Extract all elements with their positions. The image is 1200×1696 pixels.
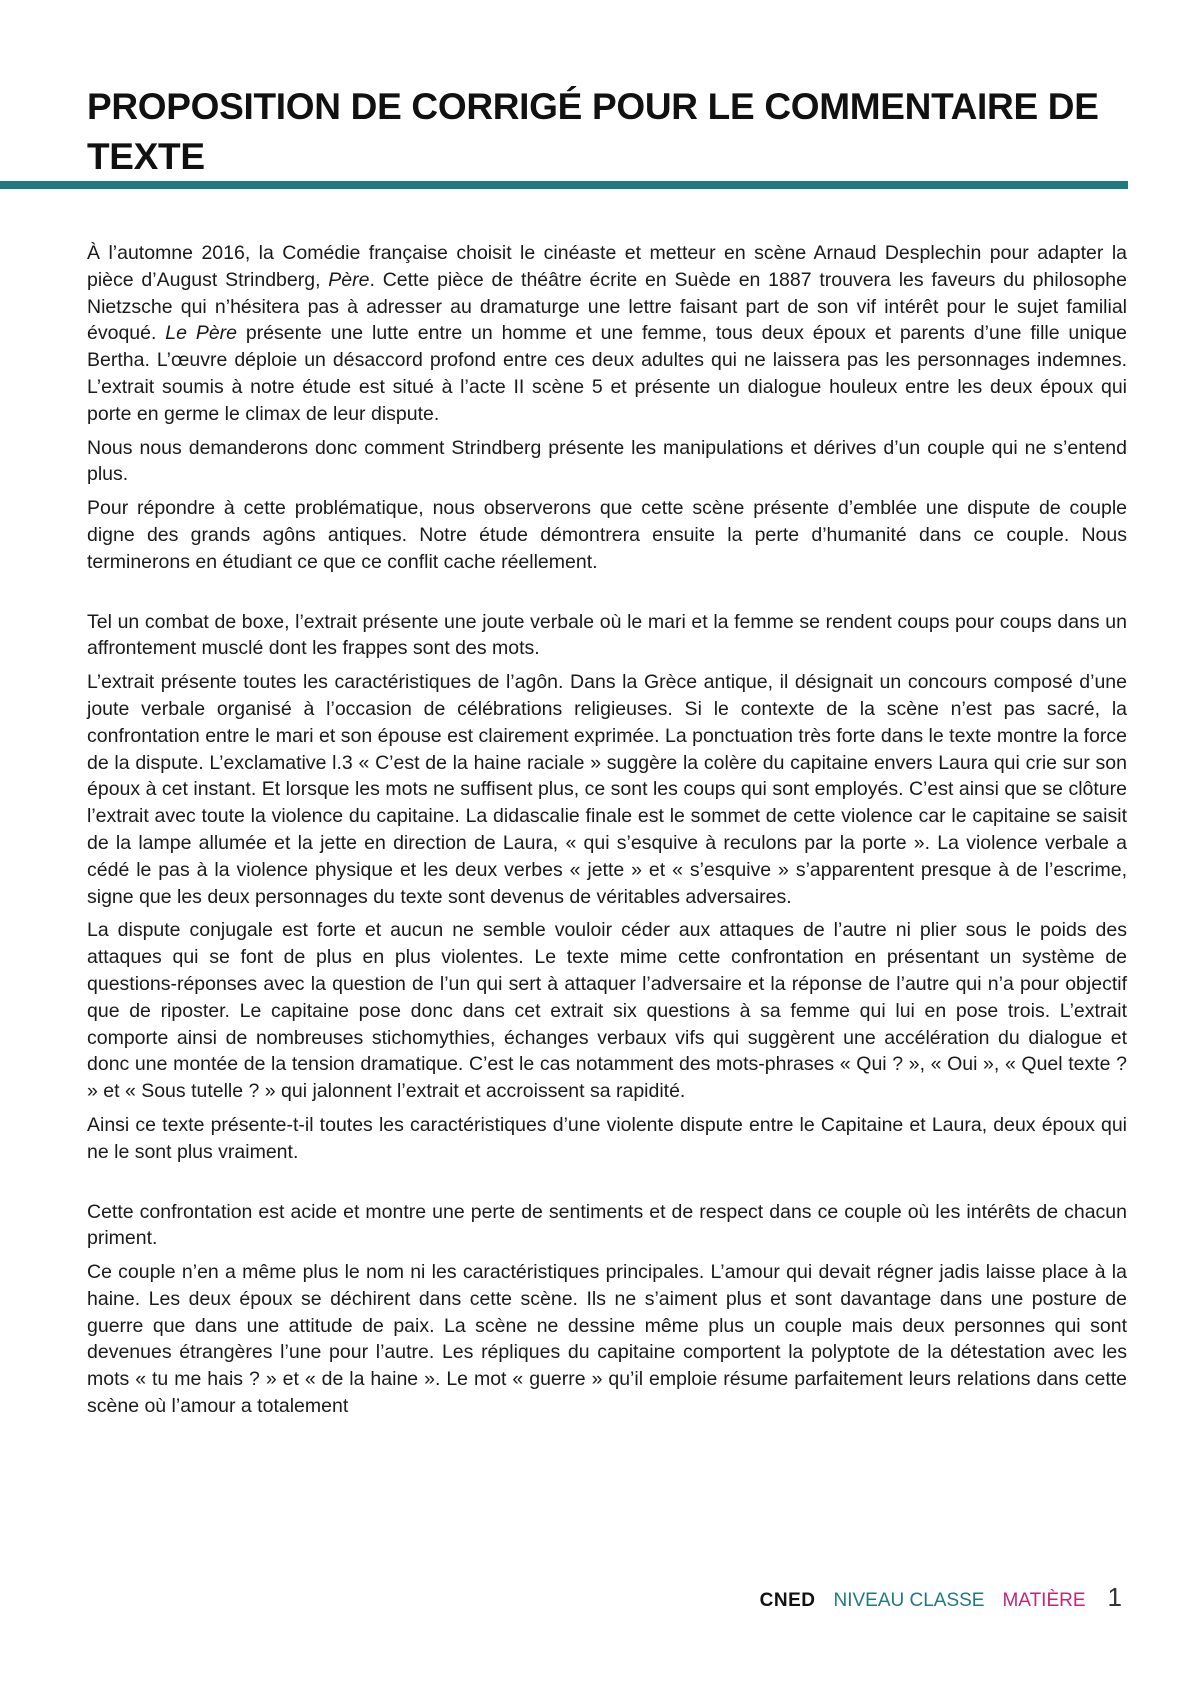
- work-title-italic: Père: [328, 268, 370, 291]
- document-body: [87, 240, 1127, 1427]
- paragraph-part2-couple: Ce couple n’en a même plus le nom ni les caractéristiques principales. L’amour qui devait régner jadis laisse place à la haine. Les deux époux se déchirent dans cette scène. Ils ne s’aiment plus et sont davantage dans une posture de guerre que dans une attitude de paix. La scène ne dessine même plus un couple mais deux personnes qui sont devenues étrangères l’une pour l’autre. Les répliques du capitaine comportent la polyptote de la détestation avec les mots « tu me hais ? » et « de la haine ». Le mot « guerre » qu’il emploie résume parfaitement leurs relations dans cette scène où l’amour a totalement: [87, 1261, 1127, 1418]
- paragraph-part2-intro: Cette confrontation est acide et montre une perte de sentiments et de respect dans ce couple où les intérêts de chacun priment.: [87, 1200, 1127, 1250]
- footer-level: NIVEAU CLASSE: [833, 1590, 985, 1611]
- paragraph-text-segment: À l’automne 2016, la Comédie française choisit le cinéaste et metteur en scène Arnaud Desplechin pour adapter la pièce d’August Strindberg,: [87, 242, 1127, 291]
- footer-subject: MATIÈRE: [1002, 1590, 1086, 1611]
- page-footer: [760, 1582, 1122, 1613]
- paragraph-part1-intro: Tel un combat de boxe, l’extrait présente une joute verbale où le mari et la femme se rendent coups pour coups dans un affrontement musclé dont les frappes sont des mots.: [87, 610, 1127, 660]
- page-title: PROPOSITION DE CORRIGÉ POUR LE COMMENTAIRE DE TEXTE: [87, 86, 1099, 177]
- paragraph-text-segment: . Cette pièce de théâtre écrite en Suède en 1887 trouvera les faveurs du philosophe Nietzsche qui n’hésitera pas à adresser au dramaturge une lettre faisant part de son vif intérêt pour le sujet familial évoqué.: [87, 268, 1127, 345]
- page-number: 1: [1107, 1582, 1122, 1612]
- work-title-italic: Le Père: [165, 322, 238, 345]
- paragraph-part1-conclusion: Ainsi ce texte présente-t-il toutes les caractéristiques d’une violente dispute entre le Capitaine et Laura, deux époux qui ne le sont plus vraiment.: [87, 1113, 1127, 1163]
- footer-brand: CNED: [759, 1590, 816, 1611]
- paragraph-part1-dispute: La dispute conjugale est forte et aucun ne semble vouloir céder aux attaques de l’autre ni plier sous le poids des attaques qui se font de plus en plus violentes. Le texte mime cette confrontation en présentant un système de questions-réponses avec la question de l’un qui sert à attaquer l’adversaire et la réponse de l’autre qui n’a pour objectif que de riposter. Le capitaine pose donc dans cet extrait six questions à sa femme qui lui en pose trois. L’extrait comporte ainsi de nombreuses stichomythies, échanges verbaux vifs qui suggèrent une accélération du dialogue et donc une montée de la tension dramatique. C’est le cas notamment des mots-phrases « Qui ? », « Oui », « Quel texte ? » et « Sous tutelle ? » qui jalonnent l’extrait et accroissent sa rapidité.: [87, 919, 1127, 1103]
- paragraph-text-segment: présente une lutte entre un homme et une femme, tous deux époux et parents d’une fille unique Bertha. L’œuvre déploie un désaccord profond entre ces deux adultes qui ne laissera pas les personnages indemnes. L’extrait soumis à notre étude est situé à l’acte II scène 5 et présente un dialogue houleux entre les deux époux qui porte en germe le climax de leur dispute.: [87, 322, 1127, 425]
- paragraph-introduction: [87, 240, 1127, 428]
- paragraph-part1-agon: L’extrait présente toutes les caractéristiques de l’agôn. Dans la Grèce antique, il désignait un concours composé d’une joute verbale organisé à l’occasion de célébrations religieuses. Si le contexte de la scène n’est pas sacré, la confrontation entre le mari et son épouse est clairement exprimée. La ponctuation très forte dans le texte montre la force de la dispute. L’exclamative l.3 « C’est de la haine raciale » suggère la colère du capitaine envers Laura qui crie sur son époux à cet instant. Et lorsque les mots ne suffisent plus, ce sont les coups qui sont employés. C’est ainsi que se clôture l’extrait avec toute la violence du capitaine. La didascalie finale est le sommet de cette violence car le capitaine se saisit de la lampe allumée et la jette en direction de Laura, « qui s’esquive à reculons par la porte ». La violence verbale a cédé le pas à la violence physique et les deux verbes « jette » et « s’esquive » s’apparentent presque à de l’escrime, signe que les deux personnages du texte sont devenus de véritables adversaires.: [87, 671, 1127, 908]
- title-underline-rule: [0, 181, 1128, 189]
- paragraph-problematique: Nous nous demanderons donc comment Strindberg présente les manipulations et dérives d’un couple qui ne s’entend plus.: [87, 436, 1127, 486]
- page-header: [87, 82, 1127, 182]
- paragraph-plan: Pour répondre à cette problématique, nous observerons que cette scène présente d’emblée une dispute de couple digne des grands agôns antiques. Notre étude démontrera ensuite la perte d’humanité dans ce couple. Nous terminerons en étudiant ce que ce conflit cache réellement.: [87, 497, 1127, 573]
